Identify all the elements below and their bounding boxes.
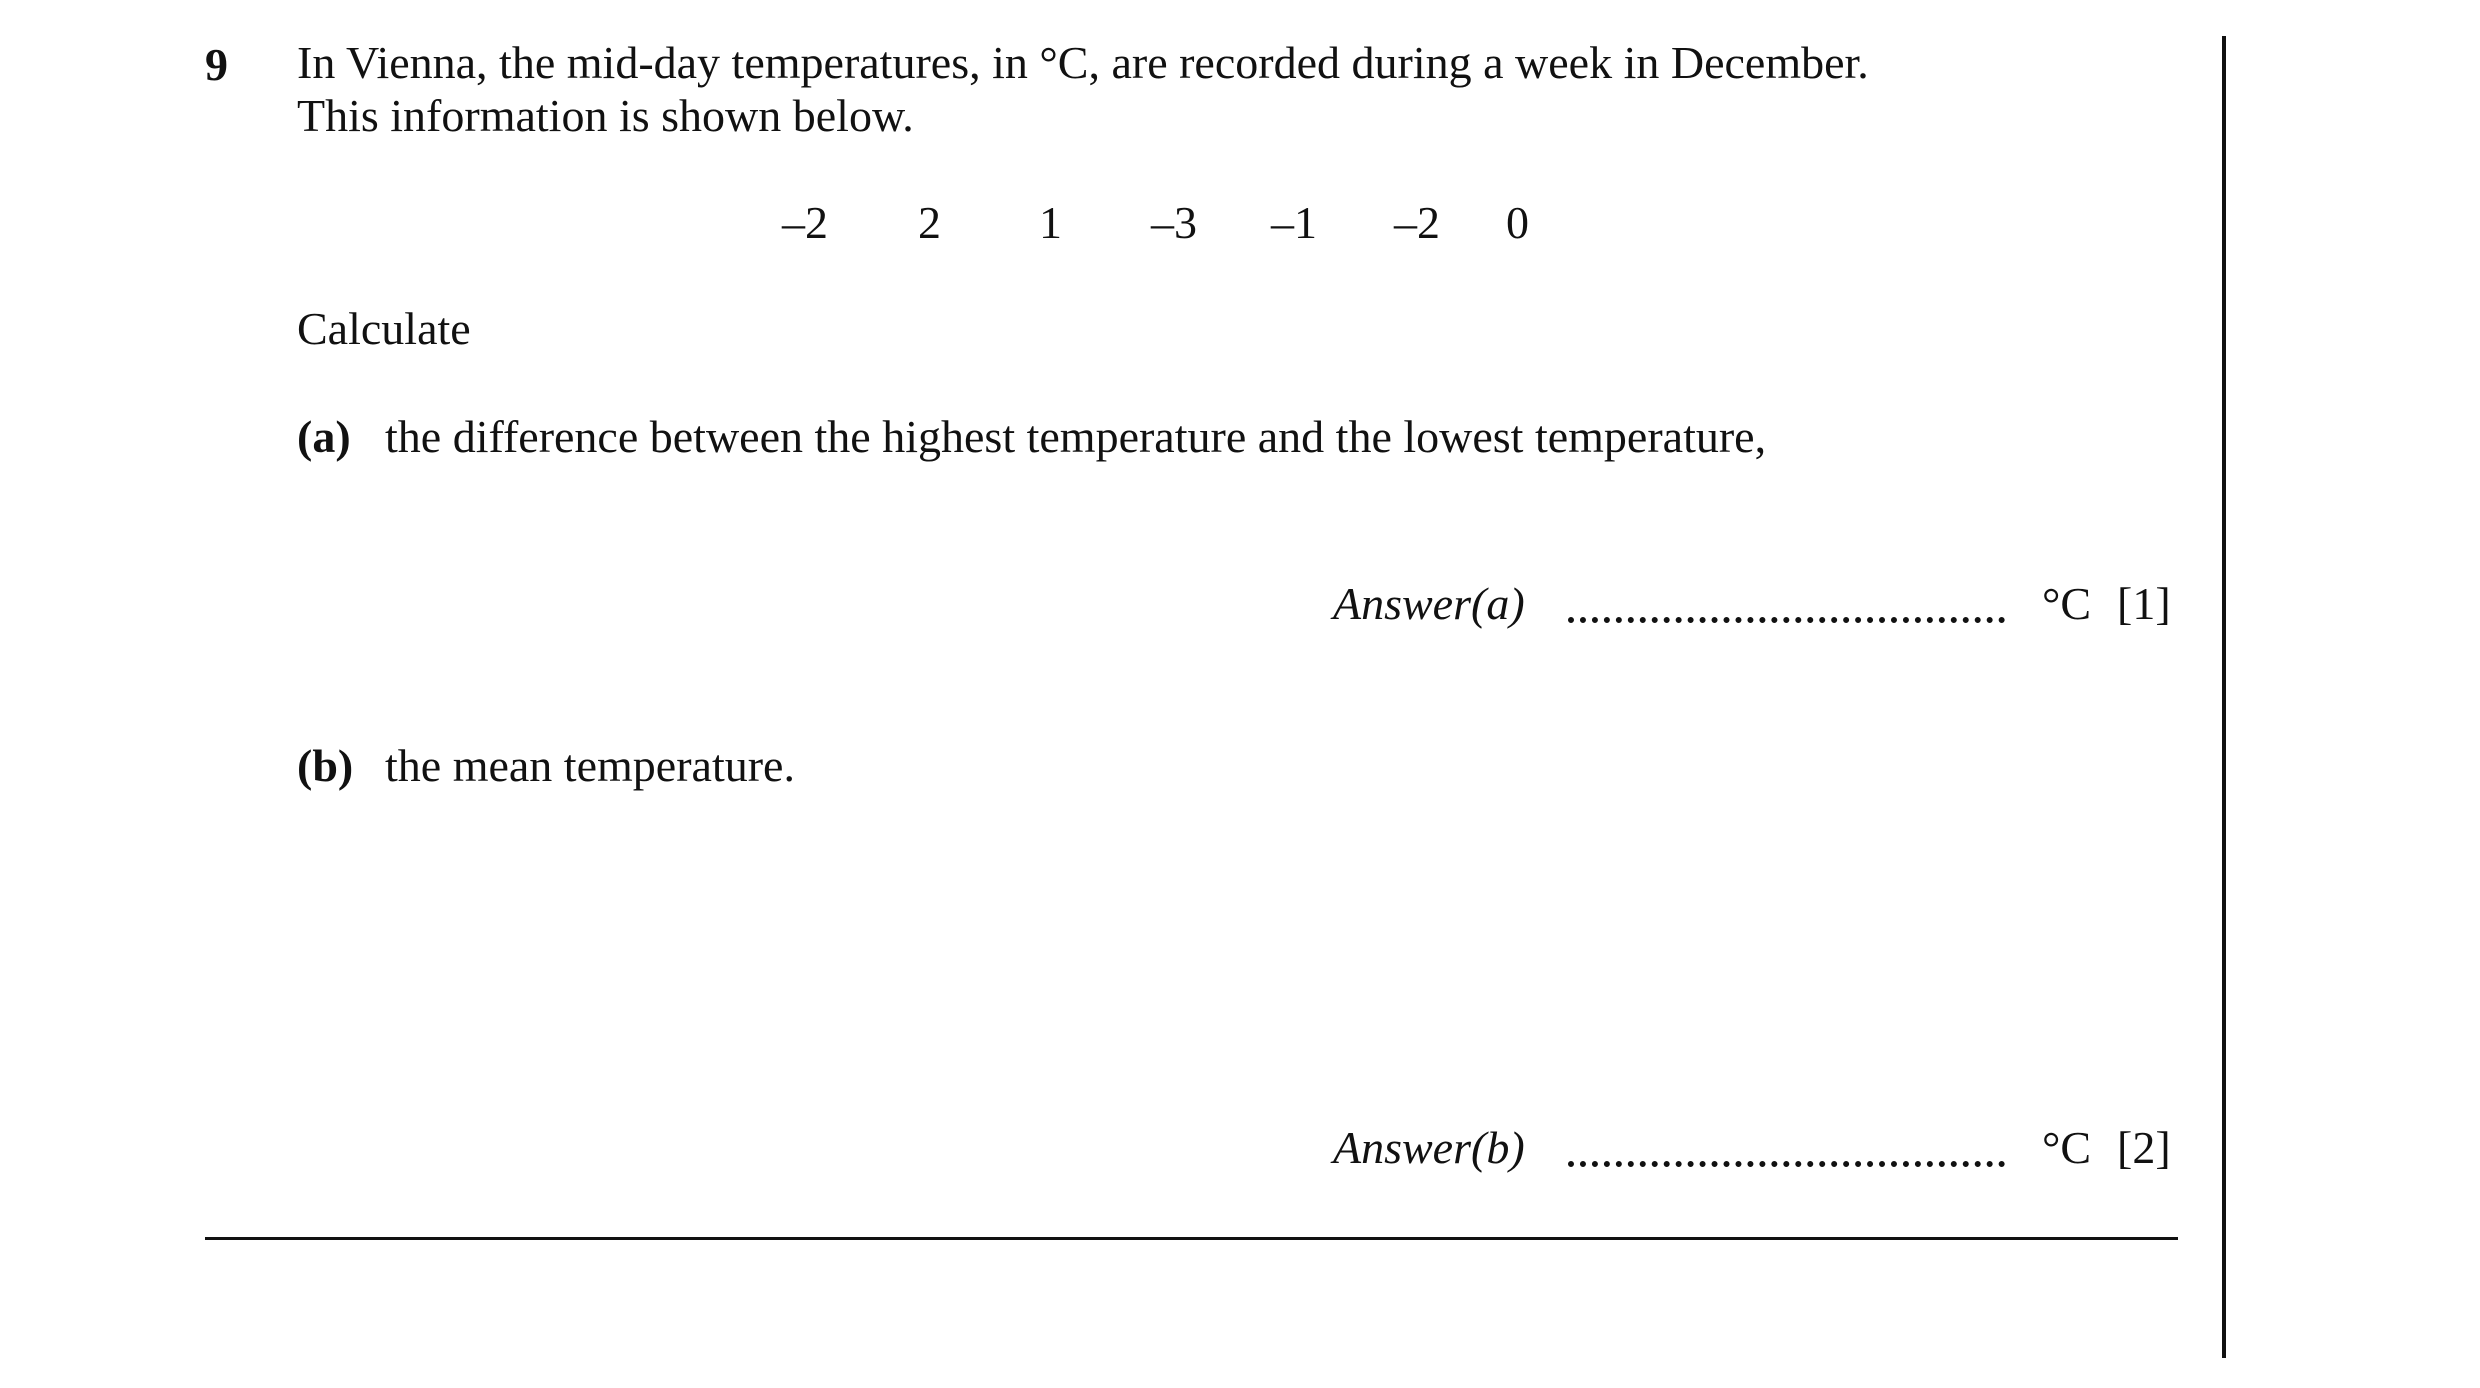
answer-b-unit: °C (2042, 1122, 2092, 1173)
temperature-value: 0 (1506, 197, 1529, 248)
temperature-value: 2 (918, 197, 941, 248)
temperature-value: –3 (1151, 197, 1197, 248)
answer-a-label: Answer(a) (1333, 578, 1525, 629)
part-a-label: (a) (297, 411, 351, 462)
temperature-value: –2 (1394, 197, 1440, 248)
temperature-value: 1 (1039, 197, 1062, 248)
margin-rule (2222, 36, 2226, 1358)
question-number: 9 (205, 39, 228, 90)
temperature-value: –2 (782, 197, 828, 248)
answer-b-marks: [2] (2117, 1122, 2171, 1173)
answer-b-label: Answer(b) (1333, 1122, 1525, 1173)
calculate-instruction: Calculate (297, 303, 471, 354)
answer-a-marks: [1] (2117, 578, 2171, 629)
answer-a-dotted-line[interactable] (1568, 617, 2005, 623)
part-b-text: the mean temperature. (385, 740, 795, 791)
question-end-rule (205, 1237, 2178, 1240)
part-a-text: the difference between the highest temperature and the lowest temperature, (385, 411, 1767, 462)
part-b-label: (b) (297, 740, 354, 791)
temperature-value: –1 (1271, 197, 1317, 248)
answer-b-dotted-line[interactable] (1568, 1161, 2005, 1167)
question-stem-line-2: This information is shown below. (297, 90, 914, 141)
question-stem-line-1: In Vienna, the mid-day temperatures, in °C, are recorded during a week in December. (297, 37, 1869, 88)
answer-a-unit: °C (2042, 578, 2092, 629)
